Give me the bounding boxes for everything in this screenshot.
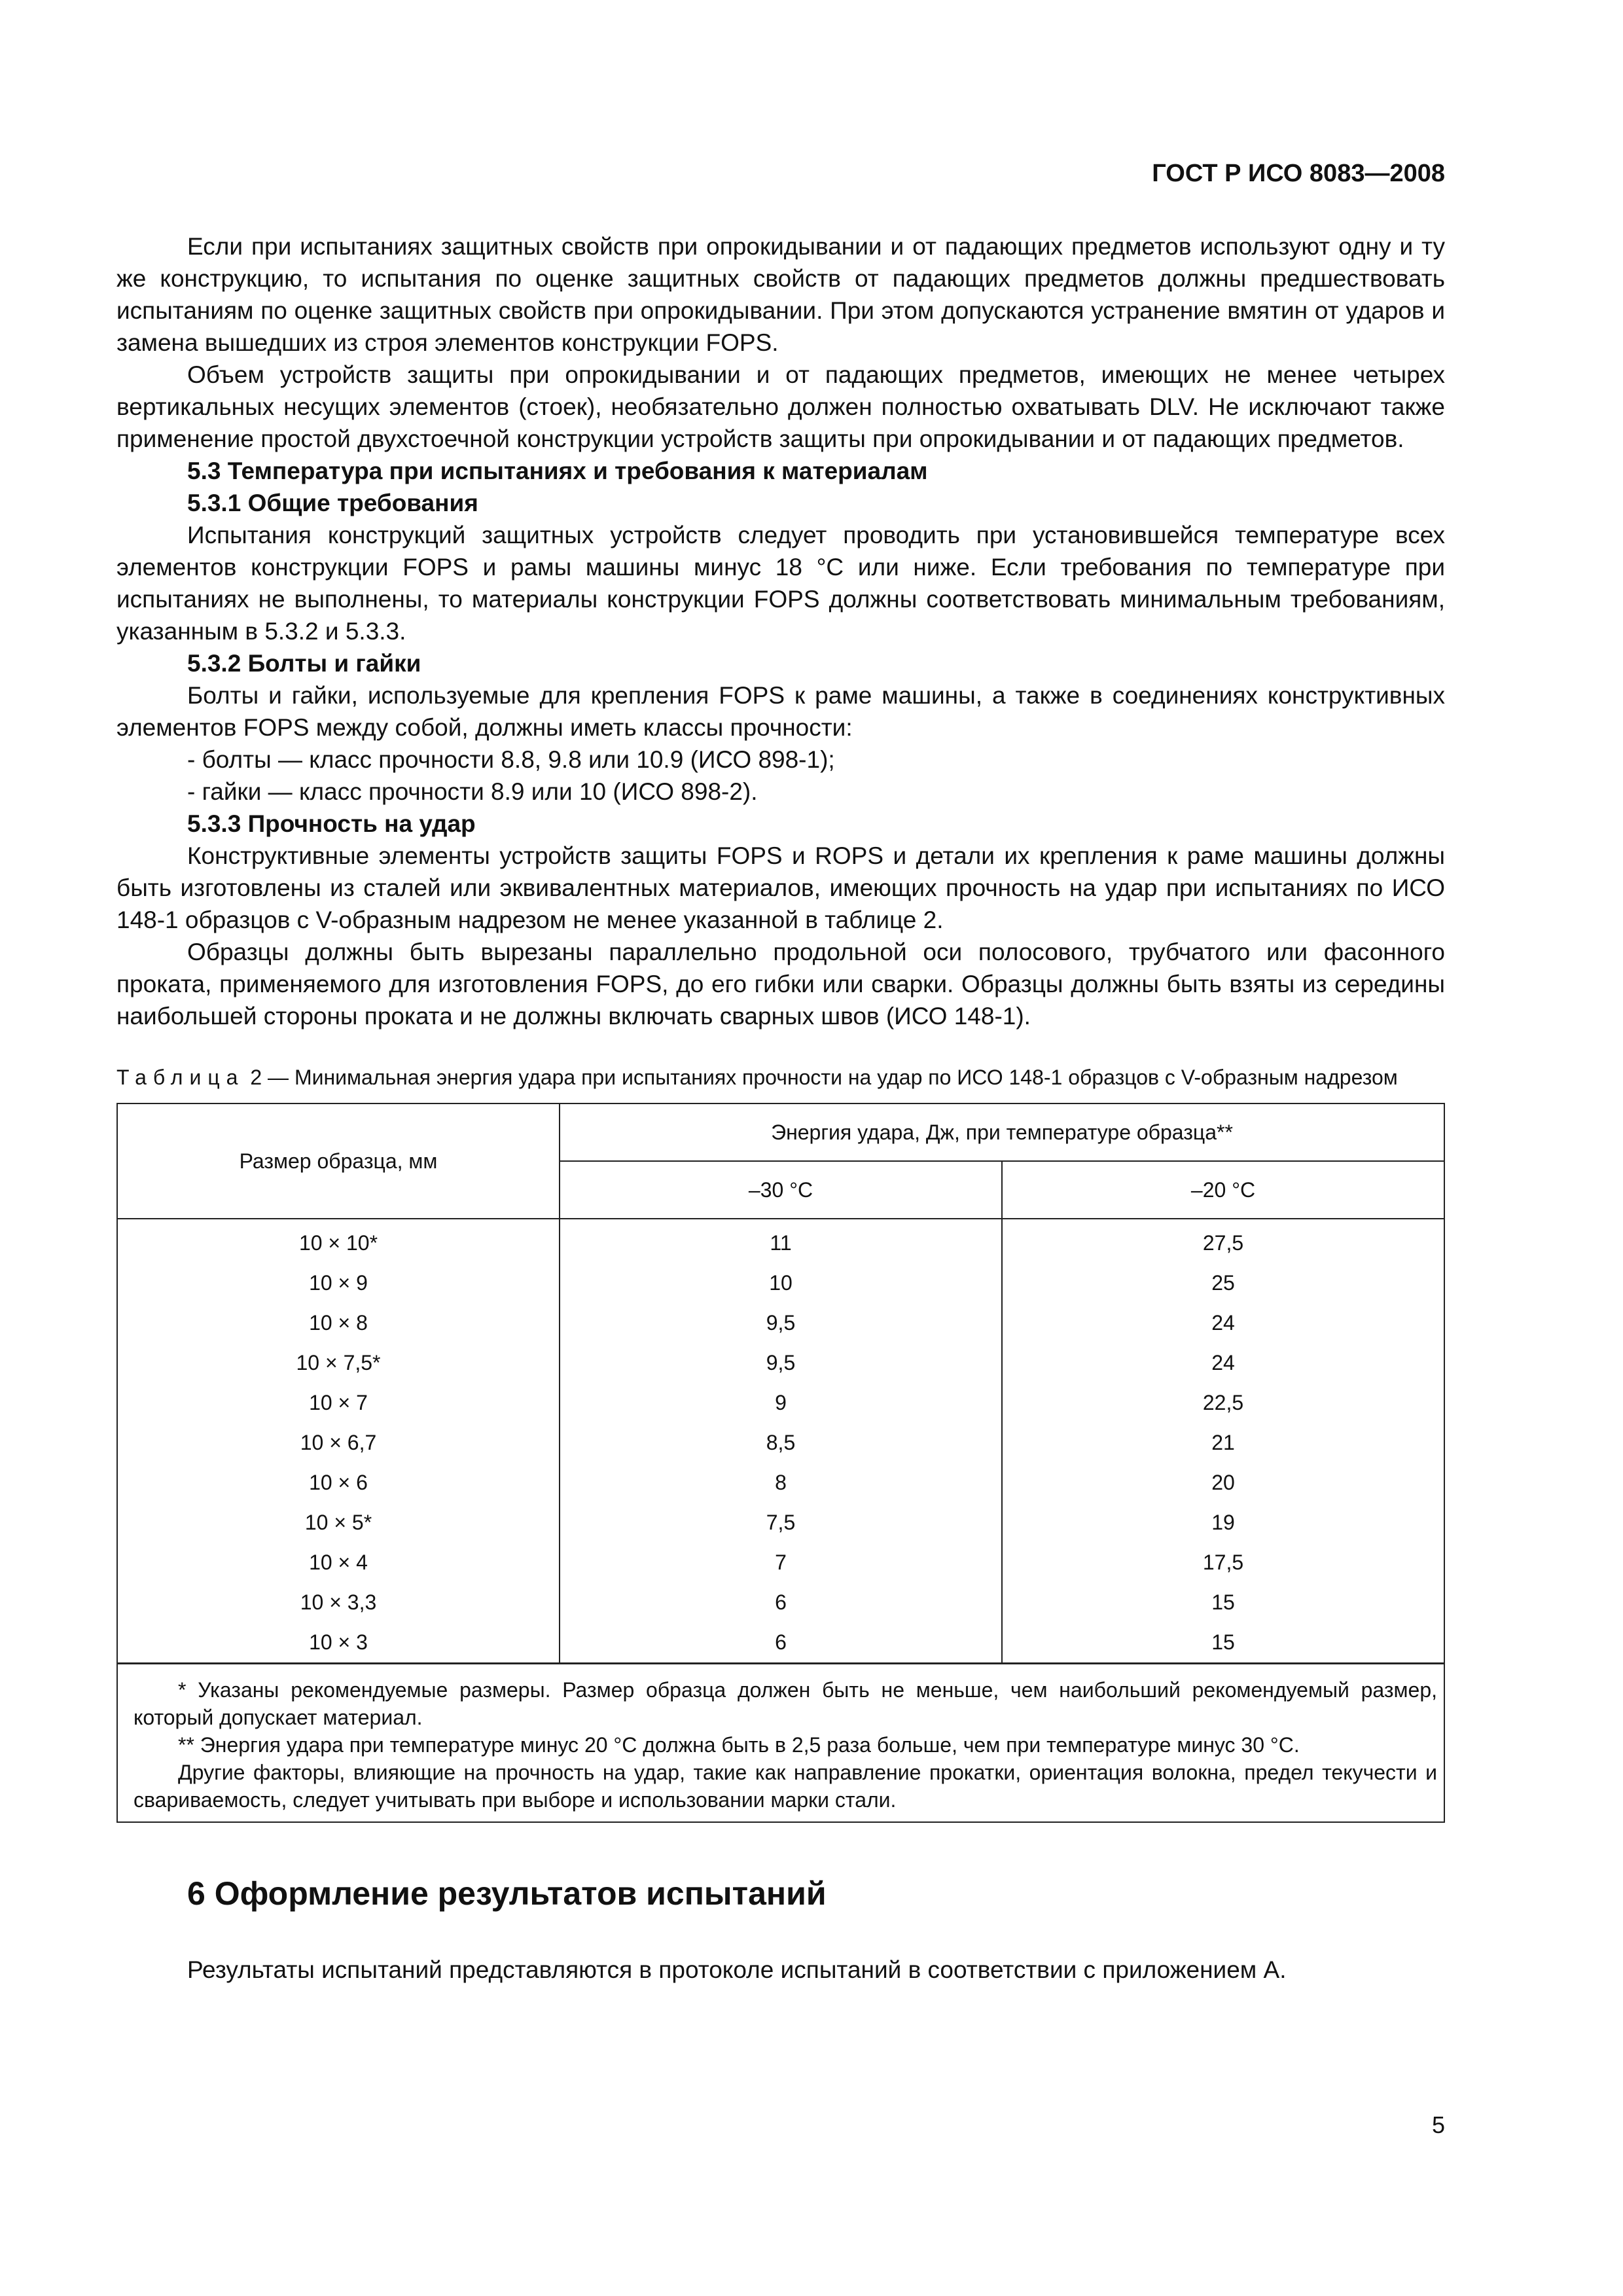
- table-cell: 15: [1002, 1623, 1444, 1664]
- table-cell: 15: [1002, 1583, 1444, 1623]
- section-heading: 5.3 Температура при испытаниях и требования к материалам: [187, 457, 928, 484]
- table-notes: [117, 1664, 1444, 1823]
- paragraph: Испытания конструкций защитных устройств следует проводить при установившейся температуре всех элементов конструкции FOPS и рамы машины минус 18 °С или ниже. Если требования по температуре при испытаниях не выполнены, то материалы конструкции FOPS должны соответствовать минимальным требованиям, указанным в 5.3.2 и 5.3.3.: [116, 522, 1445, 645]
- paragraph: Объем устройств защиты при опрокидывании и от падающих предметов, имеющих не менее четырех вертикальных несущих элементов (стоек), необязательно должен полностью охватывать DLV. Не исключают также применение простой двухстоечной конструкции устройств защиты при опрокидывании и от падающих предметов.: [116, 361, 1445, 452]
- table-caption: [116, 1064, 1445, 1091]
- table-cell: 24: [1002, 1343, 1444, 1383]
- table-cell: 10 × 8: [117, 1303, 560, 1343]
- table-body: [117, 1219, 1444, 1664]
- table-cell: 25: [1002, 1263, 1444, 1303]
- table-row: [117, 1463, 1444, 1503]
- list-item: - гайки — класс прочности 8.9 или 10 (ИСО 898-2).: [187, 778, 758, 805]
- table-cell: 10 × 4: [117, 1543, 560, 1583]
- table-cell: 19: [1002, 1503, 1444, 1543]
- paragraph: Образцы должны быть вырезаны параллельно продольной оси полосового, трубчатого или фасонного проката, применяемого для изготовления FOPS, до его гибки или сварки. Образцы должны быть взяты из середины наибольшей стороны проката и не должны включать сварных швов (ИСО 148-1).: [116, 939, 1445, 1030]
- document-header: ГОСТ Р ИСО 8083—2008: [1152, 160, 1445, 187]
- table-row: [117, 1623, 1444, 1664]
- table-cell: 21: [1002, 1423, 1444, 1463]
- table-note: * Указаны рекомендуемые размеры. Размер образца должен быть не меньше, чем наибольший рекомендуемый размер, который допускает материал.: [134, 1678, 1437, 1729]
- table-cell: 20: [1002, 1463, 1444, 1503]
- table-row: [117, 1543, 1444, 1583]
- table-cell: 10 × 6,7: [117, 1423, 560, 1463]
- table-caption-text: 2 — Минимальная энергия удара при испытаниях прочности на удар по ИСО 148-1 образцов с V-образным надрезом: [244, 1066, 1398, 1089]
- table-cell: 11: [560, 1219, 1002, 1263]
- column-header-minus30: –30 °С: [560, 1161, 1002, 1219]
- paragraph: Конструктивные элементы устройств защиты FOPS и ROPS и детали их крепления к раме машины должны быть изготовлены из сталей или эквивалентных материалов, имеющих прочность на удар при испытаниях по ИСО 148-1 образцов с V-образным надрезом не менее указанной в таблице 2.: [116, 842, 1445, 933]
- column-header-size: Размер образца, мм: [117, 1103, 560, 1219]
- list-item: - болты — класс прочности 8.8, 9.8 или 10.9 (ИСО 898-1);: [187, 746, 835, 773]
- subsection-heading: 5.3.1 Общие требования: [187, 490, 478, 516]
- table-cell: 6: [560, 1623, 1002, 1664]
- table-cell: 10 × 3,3: [117, 1583, 560, 1623]
- table-cell: 22,5: [1002, 1383, 1444, 1423]
- table-cell: 8: [560, 1463, 1002, 1503]
- table-note: Другие факторы, влияющие на прочность на удар, такие как направление прокатки, ориентация волокна, предел текучести и свариваемость, следует учитывать при выборе и использовании марки стали.: [134, 1761, 1437, 1812]
- table-cell: 9,5: [560, 1343, 1002, 1383]
- table-row: [117, 1383, 1444, 1423]
- table-cell: 10 × 5*: [117, 1503, 560, 1543]
- table-row: [117, 1583, 1444, 1623]
- paragraph: Если при испытаниях защитных свойств при опрокидывании и от падающих предметов используют одну и ту же конструкцию, то испытания по оценке защитных свойств от падающих предметов должны предшествовать испытаниям по оценке защитных свойств при опрокидывании. При этом допускаются устранение вмятин от ударов и замена вышедших из строя элементов конструкции FOPS.: [116, 233, 1445, 356]
- impact-energy-table: [116, 1103, 1445, 1823]
- subsection-heading: 5.3.2 Болты и гайки: [187, 650, 421, 677]
- paragraph: Болты и гайки, используемые для крепления FOPS к раме машины, а также в соединениях конструктивных элементов FOPS между собой, должны иметь классы прочности:: [116, 682, 1445, 741]
- table-cell: 10 × 3: [117, 1623, 560, 1664]
- table-cell: 9: [560, 1383, 1002, 1423]
- table-cell: 17,5: [1002, 1543, 1444, 1583]
- column-header-energy: Энергия удара, Дж, при температуре образца**: [560, 1103, 1444, 1161]
- table-cell: 10 × 10*: [117, 1219, 560, 1263]
- table-cell: 27,5: [1002, 1219, 1444, 1263]
- table-row: [117, 1503, 1444, 1543]
- table-cell: 6: [560, 1583, 1002, 1623]
- page-number: 5: [1431, 2111, 1445, 2138]
- table-cell: 8,5: [560, 1423, 1002, 1463]
- table-cell: 24: [1002, 1303, 1444, 1343]
- table-row: [117, 1423, 1444, 1463]
- table-cell: 10 × 6: [117, 1463, 560, 1503]
- table-caption-label: Таблица: [116, 1066, 245, 1089]
- table-row: [117, 1303, 1444, 1343]
- table-cell: 10: [560, 1263, 1002, 1303]
- table-cell: 10 × 9: [117, 1263, 560, 1303]
- table-cell: 10 × 7,5*: [117, 1343, 560, 1383]
- table-row: [117, 1343, 1444, 1383]
- table-cell: 7: [560, 1543, 1002, 1583]
- table-row: [117, 1219, 1444, 1263]
- table-cell: 10 × 7: [117, 1383, 560, 1423]
- section-heading: 6 Оформление результатов испытаний: [187, 1875, 827, 1912]
- column-header-minus20: –20 °С: [1002, 1161, 1444, 1219]
- paragraph: Результаты испытаний представляются в протоколе испытаний в соответствии с приложением А.: [187, 1956, 1287, 1983]
- table-note: ** Энергия удара при температуре минус 20 °С должна быть в 2,5 раза больше, чем при температуре минус 30 °С.: [178, 1733, 1300, 1757]
- table-row: [117, 1263, 1444, 1303]
- subsection-heading: 5.3.3 Прочность на удар: [187, 810, 476, 837]
- table-cell: 7,5: [560, 1503, 1002, 1543]
- content: [116, 230, 1445, 1986]
- table-cell: 9,5: [560, 1303, 1002, 1343]
